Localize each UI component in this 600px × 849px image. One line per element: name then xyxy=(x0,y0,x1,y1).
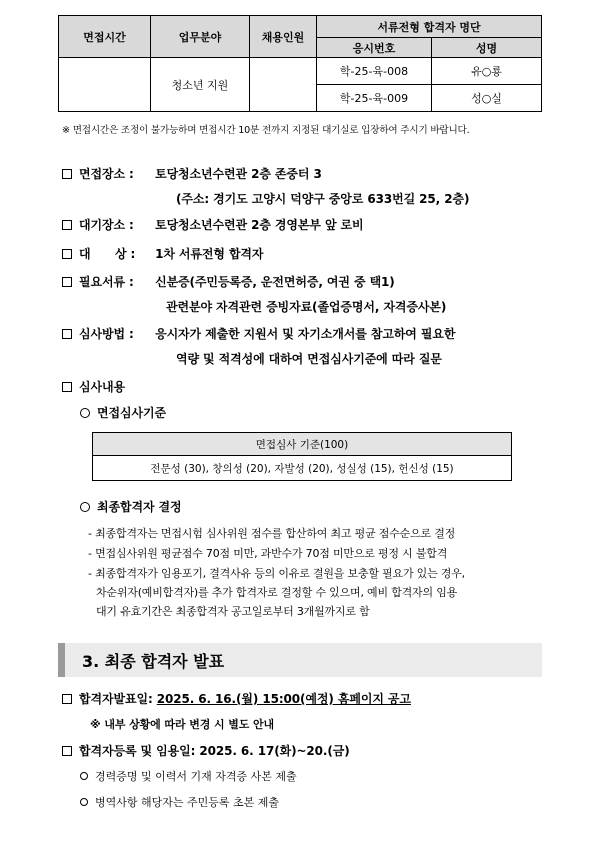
header-name: 성명 xyxy=(432,38,542,58)
item-docs-line2: 관련분야 자격관련 증빙자료(졸업증명서, 자격증사본) xyxy=(166,300,447,314)
checkbox-icon xyxy=(62,220,72,230)
announce-date: 합격자발표일: 2025. 6. 16.(월) 15:00(예정) 홈페이지 공고 xyxy=(62,690,411,707)
checkbox-icon xyxy=(62,329,72,339)
final-line: - 최종합격자는 면접시험 심사위원 점수를 합산하여 최고 평균 점수순으로 결정 xyxy=(88,527,456,540)
header-applicant-no: 응시번호 xyxy=(317,38,432,58)
cell-name: 성○실 xyxy=(432,85,542,112)
item-method: 심사방법 : 응시자가 제출한 지원서 및 자기소개서를 참고하여 필요한 xyxy=(62,325,455,342)
announce-note: ※ 내부 상황에 따라 변경 시 별도 안내 xyxy=(90,718,275,731)
checkbox-icon xyxy=(62,169,72,179)
sub-item: 병역사항 해당자는 주민등록 초본 제출 xyxy=(80,794,279,810)
header-passed-list: 서류전형 합격자 명단 xyxy=(317,16,542,38)
checkbox-icon xyxy=(62,277,72,287)
criteria-table-header: 면접심사 기준(100) xyxy=(93,433,512,456)
cell-field: 청소년 지원 xyxy=(151,58,250,112)
final-line: 대기 유효기간은 최종합격자 공고일로부터 3개월까지로 함 xyxy=(96,605,370,618)
cell-applicant-no: 학-25-육-009 xyxy=(317,85,432,112)
circle-bullet-icon xyxy=(80,502,90,512)
cell-interview-time xyxy=(59,58,151,112)
sub-item: 경력증명 및 이력서 기재 자격증 사본 제출 xyxy=(80,768,297,784)
checkbox-icon xyxy=(62,694,72,704)
final-line: - 최종합격자가 임용포기, 결격사유 등의 이유로 결원을 보충할 필요가 있는 경우, xyxy=(88,567,465,580)
final-line: 차순위자(예비합격자)를 추가 합격자로 결정할 수 있으며, 예비 합격자의 임용 xyxy=(96,586,458,599)
item-method-line2: 역량 및 적격성에 대하여 면접심사기준에 따라 질문 xyxy=(176,352,442,366)
interview-time-note: ※ 면접시간은 조정이 불가능하며 면접시간 10분 전까지 지정된 대기실로 입장하여 주시기 바랍니다. xyxy=(62,125,470,136)
item-content: 심사내용 xyxy=(62,378,125,395)
candidate-table xyxy=(58,15,542,112)
registration-date: 합격자등록 및 임용일: 2025. 6. 17(화)~20.(금) xyxy=(62,742,350,759)
item-waiting: 대기장소 : 토당청소년수련관 2층 경영본부 앞 로비 xyxy=(62,216,364,233)
item-place-address: (주소: 경기도 고양시 덕양구 중앙로 633번길 25, 2층) xyxy=(176,192,470,206)
final-heading: 최종합격자 결정 xyxy=(80,498,182,515)
header-field: 업무분야 xyxy=(151,16,250,58)
header-interview-time: 면접시간 xyxy=(59,16,151,58)
header-headcount: 채용인원 xyxy=(250,16,317,58)
item-docs: 필요서류 : 신분증(주민등록증, 운전면허증, 여권 중 택1) xyxy=(62,273,395,290)
criteria-table-row: 전문성 (30), 창의성 (20), 자발성 (20), 성실성 (15), 헌신성 (15) xyxy=(93,456,512,481)
final-line: - 면접심사위원 평균점수 70점 미만, 과반수가 70점 미만으로 평정 시 불합격 xyxy=(88,547,448,560)
checkbox-icon xyxy=(62,746,72,756)
cell-name: 유○룡 xyxy=(432,58,542,85)
criteria-heading: 면접심사기준 xyxy=(80,404,166,421)
item-place: 면접장소 : 토당청소년수련관 2층 존중터 3 xyxy=(62,165,322,182)
cell-applicant-no: 학-25-육-008 xyxy=(317,58,432,85)
circle-bullet-icon xyxy=(80,798,88,806)
checkbox-icon xyxy=(62,249,72,259)
item-target: 대 상 : 1차 서류전형 합격자 xyxy=(62,245,263,262)
circle-bullet-icon xyxy=(80,772,88,780)
cell-headcount xyxy=(250,58,317,112)
section-3-title: 3. 최종 합격자 발표 xyxy=(82,652,225,671)
circle-bullet-icon xyxy=(80,408,90,418)
criteria-table xyxy=(92,432,512,481)
checkbox-icon xyxy=(62,382,72,392)
